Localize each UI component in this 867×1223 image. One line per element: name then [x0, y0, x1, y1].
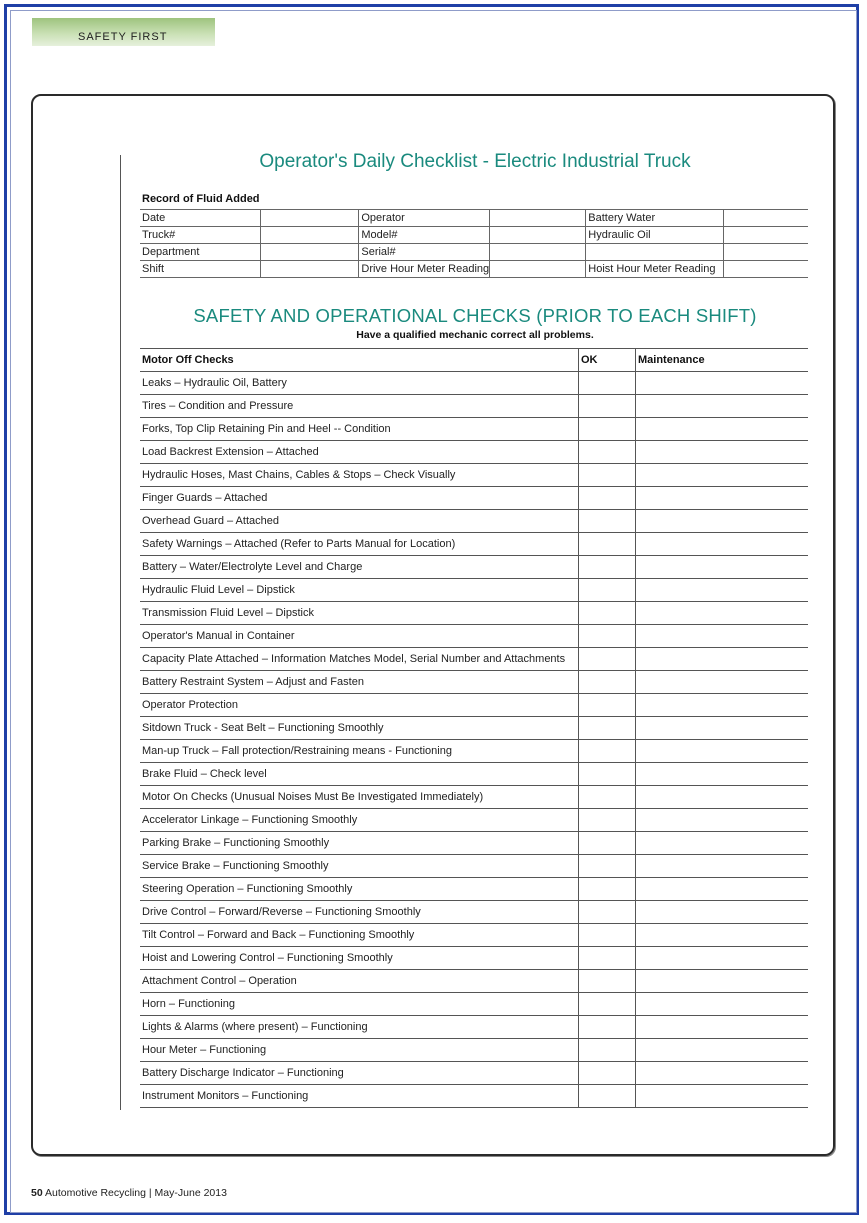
- checklist-item-label: Parking Brake – Functioning Smoothly: [140, 832, 579, 855]
- checklist-row: [140, 372, 808, 395]
- checklist-row: [140, 786, 808, 809]
- checklist-item-label: Operator Protection: [140, 694, 579, 717]
- ok-checkbox-cell[interactable]: [579, 602, 636, 625]
- fluid-label: Hoist Hour Meter Reading: [586, 261, 724, 278]
- checklist-item-label: Battery – Water/Electrolyte Level and Charge: [140, 556, 579, 579]
- section-tab: SAFETY FIRST: [32, 18, 215, 46]
- maintenance-note-cell[interactable]: [636, 832, 809, 855]
- ok-checkbox-cell[interactable]: [579, 1039, 636, 1062]
- checklist-row: [140, 993, 808, 1016]
- ok-checkbox-cell[interactable]: [579, 464, 636, 487]
- checklist-row: [140, 740, 808, 763]
- maintenance-note-cell[interactable]: [636, 648, 809, 671]
- ok-checkbox-cell[interactable]: [579, 1062, 636, 1085]
- maintenance-note-cell[interactable]: [636, 372, 809, 395]
- fluid-value-field[interactable]: [724, 244, 808, 261]
- ok-checkbox-cell[interactable]: [579, 1016, 636, 1039]
- checklist-row: [140, 579, 808, 602]
- checklist-row: [140, 717, 808, 740]
- fluid-value-field[interactable]: [490, 210, 586, 227]
- ok-checkbox-cell[interactable]: [579, 855, 636, 878]
- checklist-row: [140, 464, 808, 487]
- maintenance-note-cell[interactable]: [636, 464, 809, 487]
- ok-checkbox-cell[interactable]: [579, 717, 636, 740]
- ok-checkbox-cell[interactable]: [579, 579, 636, 602]
- fluid-value-field[interactable]: [490, 261, 586, 278]
- fluid-value-field[interactable]: [724, 227, 808, 244]
- maintenance-note-cell[interactable]: [636, 717, 809, 740]
- checklist-row: [140, 924, 808, 947]
- fluid-label: Department: [140, 244, 261, 261]
- column-header-maintenance: Maintenance: [636, 349, 809, 372]
- page-footer: [31, 1187, 227, 1199]
- checklist-row: [140, 418, 808, 441]
- checklist-item-label: Finger Guards – Attached: [140, 487, 579, 510]
- ok-checkbox-cell[interactable]: [579, 878, 636, 901]
- checklist-item-label: Lights & Alarms (where present) – Functioning: [140, 1016, 579, 1039]
- ok-checkbox-cell[interactable]: [579, 694, 636, 717]
- ok-checkbox-cell[interactable]: [579, 671, 636, 694]
- checks-header-row: [140, 349, 808, 372]
- maintenance-note-cell[interactable]: [636, 1039, 809, 1062]
- maintenance-note-cell[interactable]: [636, 1016, 809, 1039]
- checklist-item-label: Man-up Truck – Fall protection/Restraining means - Functioning: [140, 740, 579, 763]
- checklist-item-label: Battery Restraint System – Adjust and Fasten: [140, 671, 579, 694]
- checklist-item-label: Attachment Control – Operation: [140, 970, 579, 993]
- ok-checkbox-cell[interactable]: [579, 648, 636, 671]
- ok-checkbox-cell[interactable]: [579, 786, 636, 809]
- fluid-value-field[interactable]: [724, 261, 808, 278]
- maintenance-note-cell[interactable]: [636, 786, 809, 809]
- checklist-item-label: Hour Meter – Functioning: [140, 1039, 579, 1062]
- ok-checkbox-cell[interactable]: [579, 395, 636, 418]
- fluid-value-field[interactable]: [261, 261, 359, 278]
- checklist-item-label: Sitdown Truck - Seat Belt – Functioning Smoothly: [140, 717, 579, 740]
- maintenance-note-cell[interactable]: [636, 510, 809, 533]
- checklist-row: [140, 602, 808, 625]
- fluid-label: Serial#: [359, 244, 490, 261]
- fluid-label: Date: [140, 210, 261, 227]
- ok-checkbox-cell[interactable]: [579, 556, 636, 579]
- fluid-record-table: [140, 209, 808, 278]
- checklist-item-label: Brake Fluid – Check level: [140, 763, 579, 786]
- checklist-item-label: Service Brake – Functioning Smoothly: [140, 855, 579, 878]
- checklist-row: [140, 395, 808, 418]
- maintenance-note-cell[interactable]: [636, 901, 809, 924]
- ok-checkbox-cell[interactable]: [579, 533, 636, 556]
- maintenance-note-cell[interactable]: [636, 878, 809, 901]
- ok-checkbox-cell[interactable]: [579, 947, 636, 970]
- fluid-label: Shift: [140, 261, 261, 278]
- maintenance-note-cell[interactable]: [636, 947, 809, 970]
- maintenance-note-cell[interactable]: [636, 533, 809, 556]
- checklist-row: [140, 556, 808, 579]
- ok-checkbox-cell[interactable]: [579, 510, 636, 533]
- fluid-value-field[interactable]: [724, 210, 808, 227]
- maintenance-note-cell[interactable]: [636, 625, 809, 648]
- checklist-item-label: Hydraulic Fluid Level – Dipstick: [140, 579, 579, 602]
- checklist-item-label: Forks, Top Clip Retaining Pin and Heel -- Condition: [140, 418, 579, 441]
- safety-checks-title: SAFETY AND OPERATIONAL CHECKS (PRIOR TO EACH SHIFT): [193, 305, 757, 326]
- maintenance-note-cell[interactable]: [636, 579, 809, 602]
- safety-checks-subtitle: Have a qualified mechanic correct all problems.: [356, 329, 594, 341]
- ok-checkbox-cell[interactable]: [579, 993, 636, 1016]
- fluid-value-field[interactable]: [490, 227, 586, 244]
- checks-table: [140, 348, 808, 1108]
- maintenance-note-cell[interactable]: [636, 993, 809, 1016]
- checklist-row: [140, 970, 808, 993]
- fluid-row: [140, 261, 808, 278]
- maintenance-note-cell[interactable]: [636, 671, 809, 694]
- checklist-row: [140, 855, 808, 878]
- maintenance-note-cell[interactable]: [636, 970, 809, 993]
- checklist-row: [140, 832, 808, 855]
- checklist-item-label: Instrument Monitors – Functioning: [140, 1085, 579, 1108]
- ok-checkbox-cell[interactable]: [579, 901, 636, 924]
- checklist-row: [140, 648, 808, 671]
- checklist-item-label: Load Backrest Extension – Attached: [140, 441, 579, 464]
- fluid-label: Truck#: [140, 227, 261, 244]
- fluid-row: [140, 244, 808, 261]
- maintenance-note-cell[interactable]: [636, 740, 809, 763]
- fluid-label: Hydraulic Oil: [586, 227, 724, 244]
- ok-checkbox-cell[interactable]: [579, 487, 636, 510]
- form-title: Operator's Daily Checklist - Electric Industrial Truck: [259, 151, 691, 172]
- fluid-row: [140, 227, 808, 244]
- fluid-value-field[interactable]: [261, 210, 359, 227]
- fluid-label: Operator: [359, 210, 490, 227]
- fluid-label: Battery Water: [586, 210, 724, 227]
- fluid-row: [140, 210, 808, 227]
- ok-checkbox-cell[interactable]: [579, 625, 636, 648]
- checklist-row: [140, 510, 808, 533]
- checklist-item-label: Operator's Manual in Container: [140, 625, 579, 648]
- maintenance-note-cell[interactable]: [636, 924, 809, 947]
- checks-body: [140, 372, 808, 1108]
- fluid-value-field[interactable]: [261, 227, 359, 244]
- maintenance-note-cell[interactable]: [636, 556, 809, 579]
- checklist-row: [140, 901, 808, 924]
- checklist-row: [140, 1062, 808, 1085]
- checklist-row: [140, 625, 808, 648]
- checklist-item-label: Capacity Plate Attached – Information Matches Model, Serial Number and Attachments: [140, 648, 579, 671]
- checklist-item-label: Horn – Functioning: [140, 993, 579, 1016]
- checklist-item-label: Accelerator Linkage – Functioning Smoothly: [140, 809, 579, 832]
- checklist-item-label: Leaks – Hydraulic Oil, Battery: [140, 372, 579, 395]
- checklist-row: [140, 694, 808, 717]
- checklist-row: [140, 809, 808, 832]
- checklist-item-label: Battery Discharge Indicator – Functioning: [140, 1062, 579, 1085]
- fluid-record-heading: Record of Fluid Added: [142, 193, 260, 205]
- fluid-value-field[interactable]: [261, 244, 359, 261]
- maintenance-note-cell[interactable]: [636, 441, 809, 464]
- checklist-item-label: Transmission Fluid Level – Dipstick: [140, 602, 579, 625]
- fluid-value-field[interactable]: [490, 244, 586, 261]
- column-header-ok: OK: [579, 349, 636, 372]
- maintenance-note-cell[interactable]: [636, 487, 809, 510]
- maintenance-note-cell[interactable]: [636, 395, 809, 418]
- checklist-row: [140, 533, 808, 556]
- left-margin-rule: [120, 155, 121, 1110]
- fluid-label: [586, 244, 724, 261]
- fluid-label: Drive Hour Meter Reading: [359, 261, 490, 278]
- ok-checkbox-cell[interactable]: [579, 970, 636, 993]
- maintenance-note-cell[interactable]: [636, 1062, 809, 1085]
- checklist-item-label: Motor On Checks (Unusual Noises Must Be Investigated Immediately): [140, 786, 579, 809]
- maintenance-note-cell[interactable]: [636, 602, 809, 625]
- ok-checkbox-cell[interactable]: [579, 832, 636, 855]
- checklist-item-label: Tires – Condition and Pressure: [140, 395, 579, 418]
- ok-checkbox-cell[interactable]: [579, 763, 636, 786]
- ok-checkbox-cell[interactable]: [579, 418, 636, 441]
- checklist-row: [140, 947, 808, 970]
- checklist-item-label: Safety Warnings – Attached (Refer to Parts Manual for Location): [140, 533, 579, 556]
- checklist-item-label: Tilt Control – Forward and Back – Functioning Smoothly: [140, 924, 579, 947]
- checklist-item-label: Steering Operation – Functioning Smoothly: [140, 878, 579, 901]
- checklist-item-label: Hoist and Lowering Control – Functioning Smoothly: [140, 947, 579, 970]
- maintenance-note-cell[interactable]: [636, 694, 809, 717]
- maintenance-note-cell[interactable]: [636, 1085, 809, 1108]
- column-header-checks: Motor Off Checks: [140, 349, 579, 372]
- checklist-item-label: Hydraulic Hoses, Mast Chains, Cables & Stops – Check Visually: [140, 464, 579, 487]
- checklist-row: [140, 878, 808, 901]
- footer-publication: Automotive Recycling | May-June 2013: [45, 1187, 227, 1199]
- page-number: 50: [31, 1187, 43, 1199]
- ok-checkbox-cell[interactable]: [579, 740, 636, 763]
- checklist-row: [140, 1039, 808, 1062]
- ok-checkbox-cell[interactable]: [579, 809, 636, 832]
- checklist-row: [140, 487, 808, 510]
- ok-checkbox-cell[interactable]: [579, 1085, 636, 1108]
- checklist-row: [140, 441, 808, 464]
- ok-checkbox-cell[interactable]: [579, 924, 636, 947]
- checklist-item-label: Drive Control – Forward/Reverse – Functioning Smoothly: [140, 901, 579, 924]
- checklist-row: [140, 1085, 808, 1108]
- maintenance-note-cell[interactable]: [636, 418, 809, 441]
- ok-checkbox-cell[interactable]: [579, 441, 636, 464]
- ok-checkbox-cell[interactable]: [579, 372, 636, 395]
- maintenance-note-cell[interactable]: [636, 809, 809, 832]
- maintenance-note-cell[interactable]: [636, 763, 809, 786]
- checklist-item-label: Overhead Guard – Attached: [140, 510, 579, 533]
- checklist-row: [140, 1016, 808, 1039]
- checklist-row: [140, 763, 808, 786]
- fluid-label: Model#: [359, 227, 490, 244]
- checklist-row: [140, 671, 808, 694]
- maintenance-note-cell[interactable]: [636, 855, 809, 878]
